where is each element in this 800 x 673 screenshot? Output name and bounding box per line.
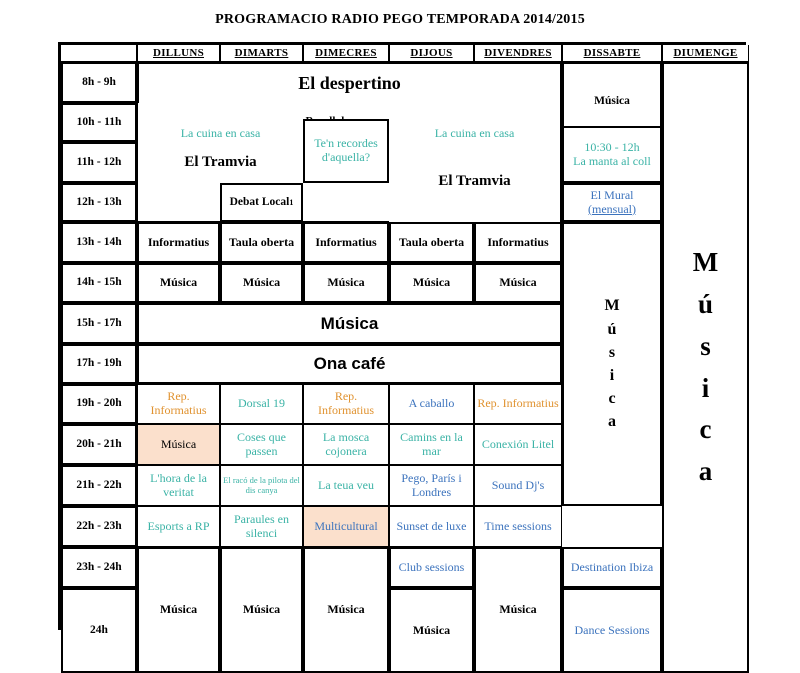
empty-cell (137, 183, 220, 222)
manta-time: 10:30 - 12h (584, 139, 640, 154)
time-slot: 17h - 19h (61, 344, 137, 384)
page-title: PROGRAMACIO RADIO PEGO TEMPORADA 2014/2015 (215, 12, 585, 27)
program-esports-a-rp: Esports a RP (137, 506, 220, 547)
day-header-dimarts: DIMARTS (220, 45, 303, 62)
el-mural-name: El Mural (590, 187, 634, 202)
letter: M (692, 246, 719, 277)
letter: i (701, 372, 710, 403)
program-hora-de-la-veritat: L'hora de la veritat (137, 465, 220, 506)
debat-local-footnote: 1 (289, 197, 294, 207)
time-slot: 22h - 23h (61, 506, 137, 547)
program-coses-que-passen: Coses que passen (220, 424, 303, 465)
program-informatius: Informatius (303, 222, 389, 263)
manta-name: La manta al coll (573, 153, 651, 168)
day-header-divendres: DIVENDRES (474, 45, 562, 62)
day-header-diumenge: DIUMENGE (662, 45, 749, 62)
day-header-dimecres: DIMECRES (303, 45, 389, 62)
program-sunday-musica (662, 62, 749, 673)
time-slot: 8h - 9h (61, 62, 137, 103)
program-musica: Música (220, 263, 303, 303)
program-musica: Música (137, 547, 220, 673)
program-el-tramvia-left: El Tramvia (137, 142, 303, 183)
program-musica: Música (474, 547, 562, 673)
program-la-mosca-cojonera: La mosca cojonera (303, 424, 389, 465)
program-informatius: Informatius (474, 222, 562, 263)
program-musica: Música (389, 588, 474, 673)
day-header-dijous: DIJOUS (389, 45, 474, 62)
program-la-teua-veu: La teua veu (303, 465, 389, 506)
letter: M (604, 297, 620, 315)
time-slot: 23h - 24h (61, 547, 137, 588)
program-el-despertino: El despertino (137, 62, 562, 103)
program-la-manta-al-coll (562, 126, 662, 183)
letter: s (608, 343, 616, 361)
empty-cell (303, 183, 389, 222)
program-camins-en-la-mar: Camins en la mar (389, 424, 474, 465)
time-slot: 13h - 14h (61, 222, 137, 263)
program-rep-informatius: Rep. Informatius (303, 384, 389, 424)
time-slot: 15h - 17h (61, 303, 137, 344)
time-slot: 19h - 20h (61, 384, 137, 424)
letter: c (699, 414, 712, 445)
letter: c (608, 390, 616, 408)
time-slot: 10h - 11h (61, 103, 137, 142)
letter: i (609, 367, 615, 384)
program-informatius: Informatius (137, 222, 220, 263)
program-rep-informatius: Rep. Informatius (474, 384, 562, 424)
program-musica: Música (303, 547, 389, 673)
program-sound-djs: Sound Dj's (474, 465, 562, 506)
program-sunset-de-luxe: Sunset de luxe (389, 506, 474, 547)
program-ona-cafe: Ona café (137, 344, 562, 384)
program-debat-local (220, 183, 303, 222)
program-dorsal-19: Dorsal 19 (220, 384, 303, 424)
program-raco-de-la-pilota: El racó de la pilota del dis canya (220, 465, 303, 506)
program-musica: Música (220, 547, 303, 673)
program-el-tramvia-right: El Tramvia (389, 142, 562, 222)
corner-cell (61, 45, 137, 62)
letter: s (700, 330, 711, 361)
program-musica-wide: Música (137, 303, 562, 344)
program-destination-ibiza: Destination Ibiza (562, 547, 662, 588)
program-la-cuina-en-casa-left: La cuina en casa (137, 103, 303, 142)
time-slot: 21h - 22h (61, 465, 137, 506)
program-a-caballo: A caballo (389, 384, 474, 424)
program-taula-oberta: Taula oberta (220, 222, 303, 263)
letter: ú (697, 288, 714, 319)
program-rep-informatius: Rep. Informatius (137, 384, 220, 424)
day-header-dissabte: DISSABTE (562, 45, 662, 62)
program-el-mural (562, 183, 662, 222)
program-musica: Música (389, 263, 474, 303)
schedule-grid (58, 42, 746, 637)
letter: ú (607, 320, 617, 338)
program-musica: Música (137, 424, 220, 465)
letter: a (698, 456, 713, 487)
program-musica: Música (474, 263, 562, 303)
el-mural-note: (mensual) (588, 201, 636, 216)
program-saturday-musica-vertical (562, 222, 662, 506)
program-musica: Música (303, 263, 389, 303)
debat-local-label: Debat Local (229, 195, 290, 208)
program-taula-oberta: Taula oberta (389, 222, 474, 263)
program-conexion-litel: Conexión Litel (474, 424, 562, 465)
program-multicultural: Multicultural (303, 506, 389, 547)
program-paraules-en-silenci: Paraules en silenci (220, 506, 303, 547)
time-slot: 11h - 12h (61, 142, 137, 183)
time-slot: 20h - 21h (61, 424, 137, 465)
program-time-sessions: Time sessions (474, 506, 562, 547)
program-club-sessions: Club sessions (389, 547, 474, 588)
time-slot: 14h - 15h (61, 263, 137, 303)
program-pego-paris-londres: Pego, París i Londres (389, 465, 474, 506)
program-la-cuina-en-casa-right: La cuina en casa (389, 103, 562, 142)
time-slot: 24h (61, 588, 137, 673)
program-te-recordes: Te'n recordes d'aquella? (303, 119, 389, 183)
program-dance-sessions: Dance Sessions (562, 588, 662, 673)
program-saturday-musica: Música (562, 62, 662, 142)
time-slot: 12h - 13h (61, 183, 137, 222)
program-musica: Música (137, 263, 220, 303)
letter: a (608, 413, 616, 431)
day-header-dilluns: DILLUNS (137, 45, 220, 62)
